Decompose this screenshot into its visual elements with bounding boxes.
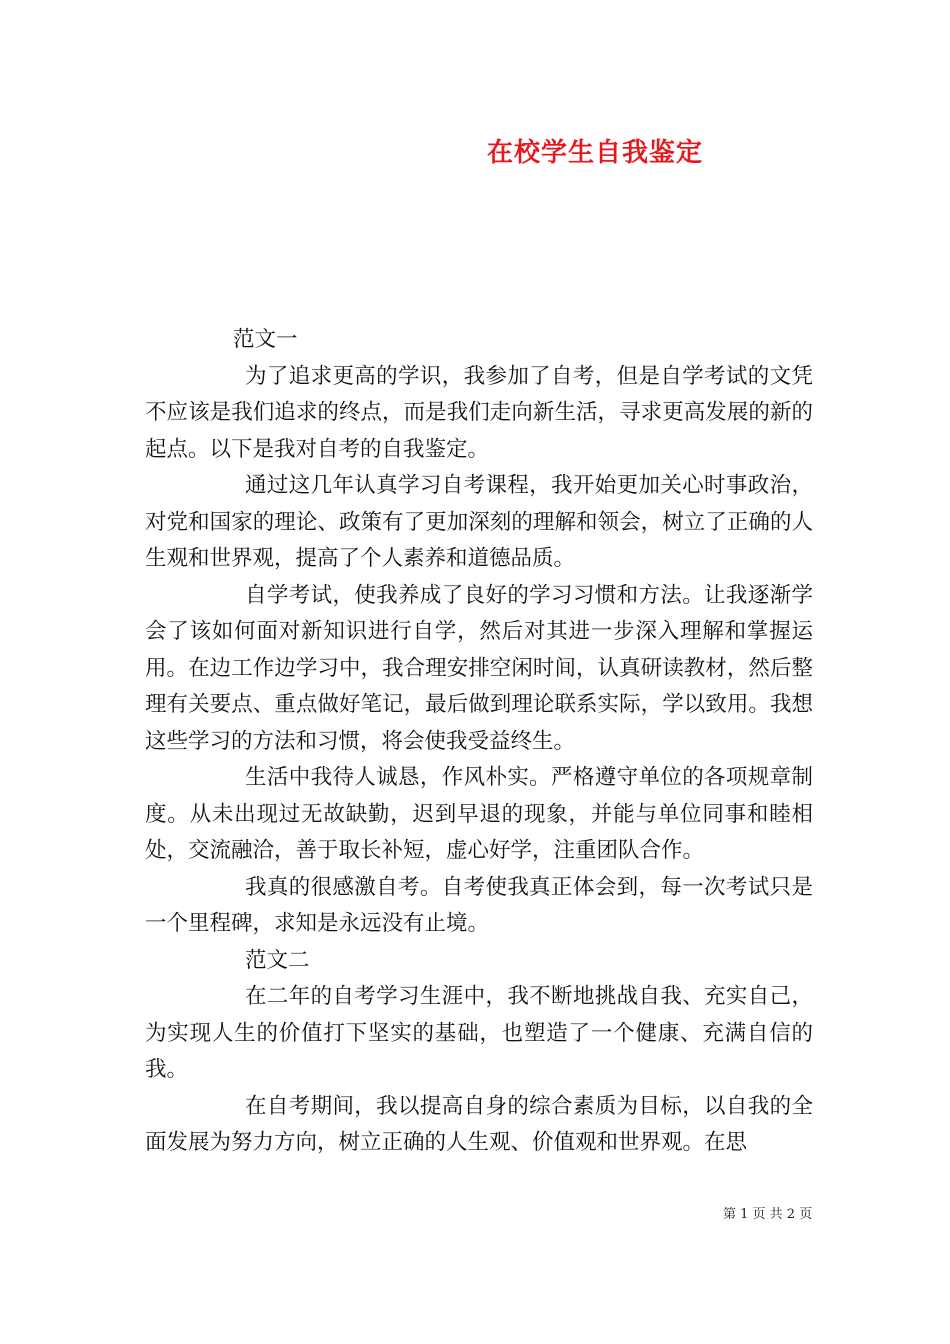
paragraph: 生活中我待人诚恳，作风朴实。严格遵守单位的各项规章制度。从未出现过无故缺勤，迟到早退的现象，并能与单位同事和睦相处，交流融洽，善于取长补短，虚心好学，注重团队合作。 [145,765,813,863]
paragraph: 在自考期间，我以提高自身的综合素质为目标，以自我的全面发展为努力方向，树立正确的人生观、价值观和世界观。在思 [145,1093,813,1155]
paragraph: 通过这几年认真学习自考课程，我开始更加关心时事政治，对党和国家的理论、政策有了更加深刻的理解和领会，树立了正确的人生观和世界观，提高了个人素养和道德品质。 [145,473,813,571]
section-heading: 范文一 [233,327,298,352]
page-footer: 第 1 页 共 2 页 [723,1207,813,1222]
paragraph: 自学考试，使我养成了良好的学习习惯和方法。让我逐渐学会了该如何面对新知识进行自学，然后对其进一步深入理解和掌握运用。在边工作边学习中，我合理安排空闲时间，认真研读教材，然后整理有关要点、重点做好笔记，最后做到理论联系实际，学以致用。我想这些学习的方法和习惯，将会使我受益终生。 [145,582,813,754]
paragraph: 为了追求更高的学识，我参加了自考，但是自学考试的文凭不应该是我们追求的终点，而是我们走向新生活，寻求更高发展的新的起点。以下是我对自考的自我鉴定。 [145,363,813,462]
paragraph: 在二年的自考学习生涯中，我不断地挑战自我、充实自己，为实现人生的价值打下坚实的基础，也塑造了一个健康、充满自信的我。 [145,984,813,1082]
document-body [145,322,813,1162]
section-heading: 范文二 [245,947,310,973]
paragraph: 我真的很感激自考。自考使我真正体会到，每一次考试只是一个里程碑，求知是永远没有止境。 [145,874,813,936]
document-title: 在校学生自我鉴定 [487,138,704,168]
